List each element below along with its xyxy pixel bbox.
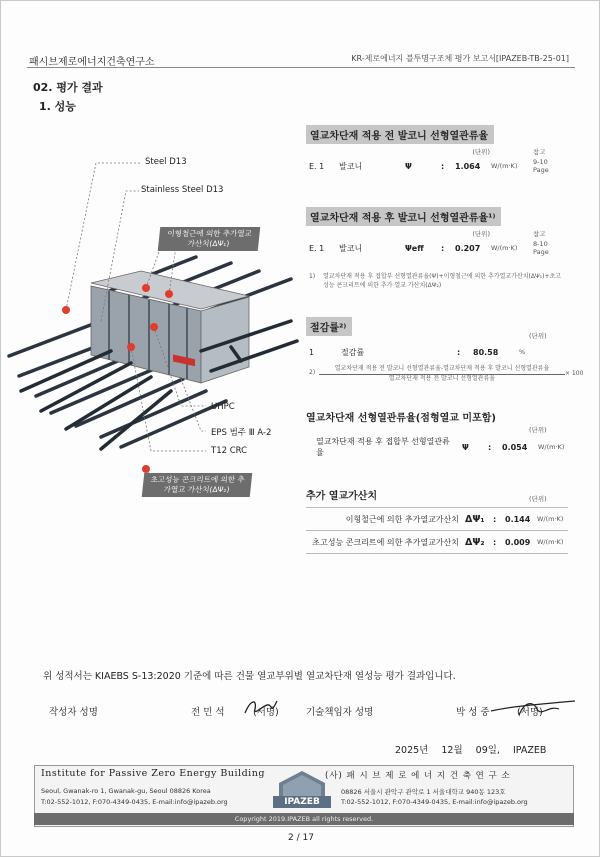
- additional-unit-1: W/(m·K): [537, 515, 564, 523]
- footer-copyright: Copyright 2019.IPAZEB all rights reserved.: [34, 813, 574, 825]
- after-code: E. 1: [309, 243, 325, 253]
- additional-title: 추가 열교가산치: [306, 491, 378, 502]
- label-crc: T12 CRC: [211, 446, 248, 456]
- header-divider: [27, 67, 575, 68]
- saving-colon: :: [457, 347, 461, 357]
- after-symbol: Ψeff: [405, 243, 424, 253]
- table-row: [306, 157, 568, 175]
- breaker-item: 열교차단재 적용 후 접합부 선형열관류율: [316, 437, 450, 457]
- ipazeb-logo-icon: [275, 769, 329, 797]
- before-value: 1.064: [455, 161, 481, 171]
- saving-item: 절감률: [341, 347, 365, 357]
- saving-unit-header: (단위): [529, 332, 547, 340]
- label-eps: EPS 범주 Ⅲ A-2: [211, 428, 272, 438]
- label-uhpc: UHPC: [211, 402, 235, 412]
- additional-item-1: 이형철근에 의한 추가열교가산치: [345, 514, 459, 524]
- additional-unit-header: (단위): [529, 495, 547, 503]
- header-org-name: 패시브제로에너지건축연구소: [29, 57, 155, 68]
- table-row: [306, 508, 568, 531]
- saving-title: 절감률²⁾: [306, 317, 352, 336]
- after-unit-header: (단위): [472, 229, 490, 238]
- section-title: 02. 평가 결과: [33, 81, 103, 94]
- footer-contact-en: T:02-552-1012, F:070-4349-0435, E-mail:info@ipazeb.org: [41, 798, 228, 806]
- tag-uhpc-addition: 초고성능 콘크리트에 의한 추가열교 가산치(ΔΨ₂): [142, 473, 253, 497]
- table-row: [306, 531, 568, 554]
- label-stainless-steel: Stainless Steel D13: [141, 185, 224, 195]
- breaker-symbol: Ψ: [462, 442, 469, 452]
- footer-org-kr: (사) 패 시 브 제 로 에 너 지 건 축 연 구 소: [325, 771, 511, 781]
- additional-colon-2: :: [493, 537, 497, 547]
- saving-note-multiplier: × 100: [565, 370, 584, 377]
- additional-symbol-1: ΔΨ₁: [465, 513, 485, 525]
- additional-value-1: 0.144: [505, 514, 531, 524]
- after-note-number: 1): [309, 273, 316, 280]
- breaker-table: [306, 436, 568, 458]
- issue-date: 2025년 12월 09일, IPAZEB: [395, 745, 547, 756]
- before-item: 발코니: [339, 161, 363, 171]
- before-table: [306, 145, 568, 175]
- saving-note-denominator: 열교차단재 적용 전 발코니 선형열관류율: [388, 375, 496, 382]
- additional-item-2: 초고성능 콘크리트에 의한 추가열교가산치: [312, 537, 459, 547]
- before-unit: W/(m·K): [491, 162, 518, 170]
- additional-symbol-2: ΔΨ₂: [465, 536, 485, 548]
- tag-rebar-addition: 이형철근에 의한 추가열교 가산치(ΔΨ₁): [158, 227, 261, 251]
- saving-value: 80.58: [473, 347, 499, 357]
- manager-label: 기술책임자 성명: [306, 707, 374, 718]
- after-unit: W/(m·K): [491, 244, 518, 252]
- header-report-id: KR-제로에너지 블투명구조체 평가 보고서[IPAZEB-TB-25-01]: [351, 54, 569, 63]
- saving-num: 1: [309, 347, 315, 357]
- author-name: 전 민 석: [191, 707, 225, 718]
- certification-statement: 위 성적서는 KIAEBS S-13:2020 기준에 따른 건물 열교부위별 열교차단재 열성능 평가 결과입니다.: [43, 671, 456, 682]
- author-seal: (서명): [253, 707, 279, 718]
- after-item: 발코니: [339, 243, 363, 253]
- table-row: [306, 343, 568, 361]
- before-code: E. 1: [309, 161, 325, 171]
- manager-name: 박 성 중: [456, 707, 490, 718]
- additional-colon-1: :: [493, 514, 497, 524]
- footer-org-en: Institute for Passive Zero Energy Building: [41, 768, 265, 779]
- before-unit-header: (단위): [472, 147, 490, 156]
- author-signature-mark: [241, 695, 281, 719]
- after-title: 열교차단재 적용 후 발코니 선형열관류율¹⁾: [306, 207, 501, 226]
- section-subtitle: 1. 성능: [39, 100, 76, 113]
- additional-unit-2: W/(m·K): [537, 538, 564, 546]
- after-colon: :: [441, 243, 445, 253]
- saving-note-numerator: 열교차단재 적용 전 발코니 선형열관류율-열교차단재 적용 후 발코니 선형열관류율: [319, 365, 565, 375]
- before-colon: :: [441, 161, 445, 171]
- after-ref-header: 참고: [533, 229, 546, 238]
- after-note: 열교차단재 적용 후 접합부 선형열관류율(Ψ)+이형철근에 의한 추가열교가산치(ΔΨ₁)+초고성능 콘크리트에 의한 추가 열교 가산치(ΔΨ₂): [323, 273, 562, 289]
- saving-note-number: 2): [309, 369, 316, 376]
- after-table: [306, 227, 568, 257]
- author-label: 작성자 성명: [49, 707, 98, 718]
- before-symbol: Ψ: [405, 161, 412, 171]
- after-ref: 8-10 Page: [533, 240, 549, 256]
- footer-logo-text: IPAZEB: [273, 796, 331, 808]
- additional-value-2: 0.009: [505, 537, 531, 547]
- breaker-colon: :: [488, 442, 492, 452]
- footer-address-en: Seoul, Gwanak-ro 1, Gwanak-gu, Seoul 08826 Korea: [41, 787, 211, 795]
- manager-signature-mark: [489, 697, 577, 719]
- before-ref: 9-10 Page: [533, 158, 549, 174]
- before-title: 열교차단재 적용 전 발코니 선형열관류율: [306, 125, 494, 144]
- footer-contact-kr: T:02-552-1012, F:070-4349-0435, E-mail:info@ipazeb.org: [341, 798, 528, 806]
- label-steel: Steel D13: [145, 157, 187, 167]
- saving-table: [306, 343, 568, 361]
- page-number: 2 / 17: [288, 833, 314, 843]
- table-row: [306, 436, 568, 458]
- additional-table: [306, 507, 568, 554]
- breaker-unit-header: (단위): [529, 426, 547, 434]
- breaker-title: 열교차단재 선형열관류율(점형열교 미포함): [306, 413, 496, 424]
- manager-seal: (서명): [517, 707, 543, 718]
- after-value: 0.207: [455, 243, 481, 253]
- breaker-unit: W/(m·K): [538, 443, 565, 451]
- breaker-value: 0.054: [502, 442, 528, 452]
- thermal-break-illustration: [1, 151, 301, 521]
- before-ref-header: 참고: [533, 147, 546, 156]
- saving-unit: %: [519, 348, 526, 356]
- footer-address-kr: 08826 서울시 관악구 관악로 1 서울대학교 940동 123호: [341, 788, 506, 796]
- table-row: [306, 239, 568, 257]
